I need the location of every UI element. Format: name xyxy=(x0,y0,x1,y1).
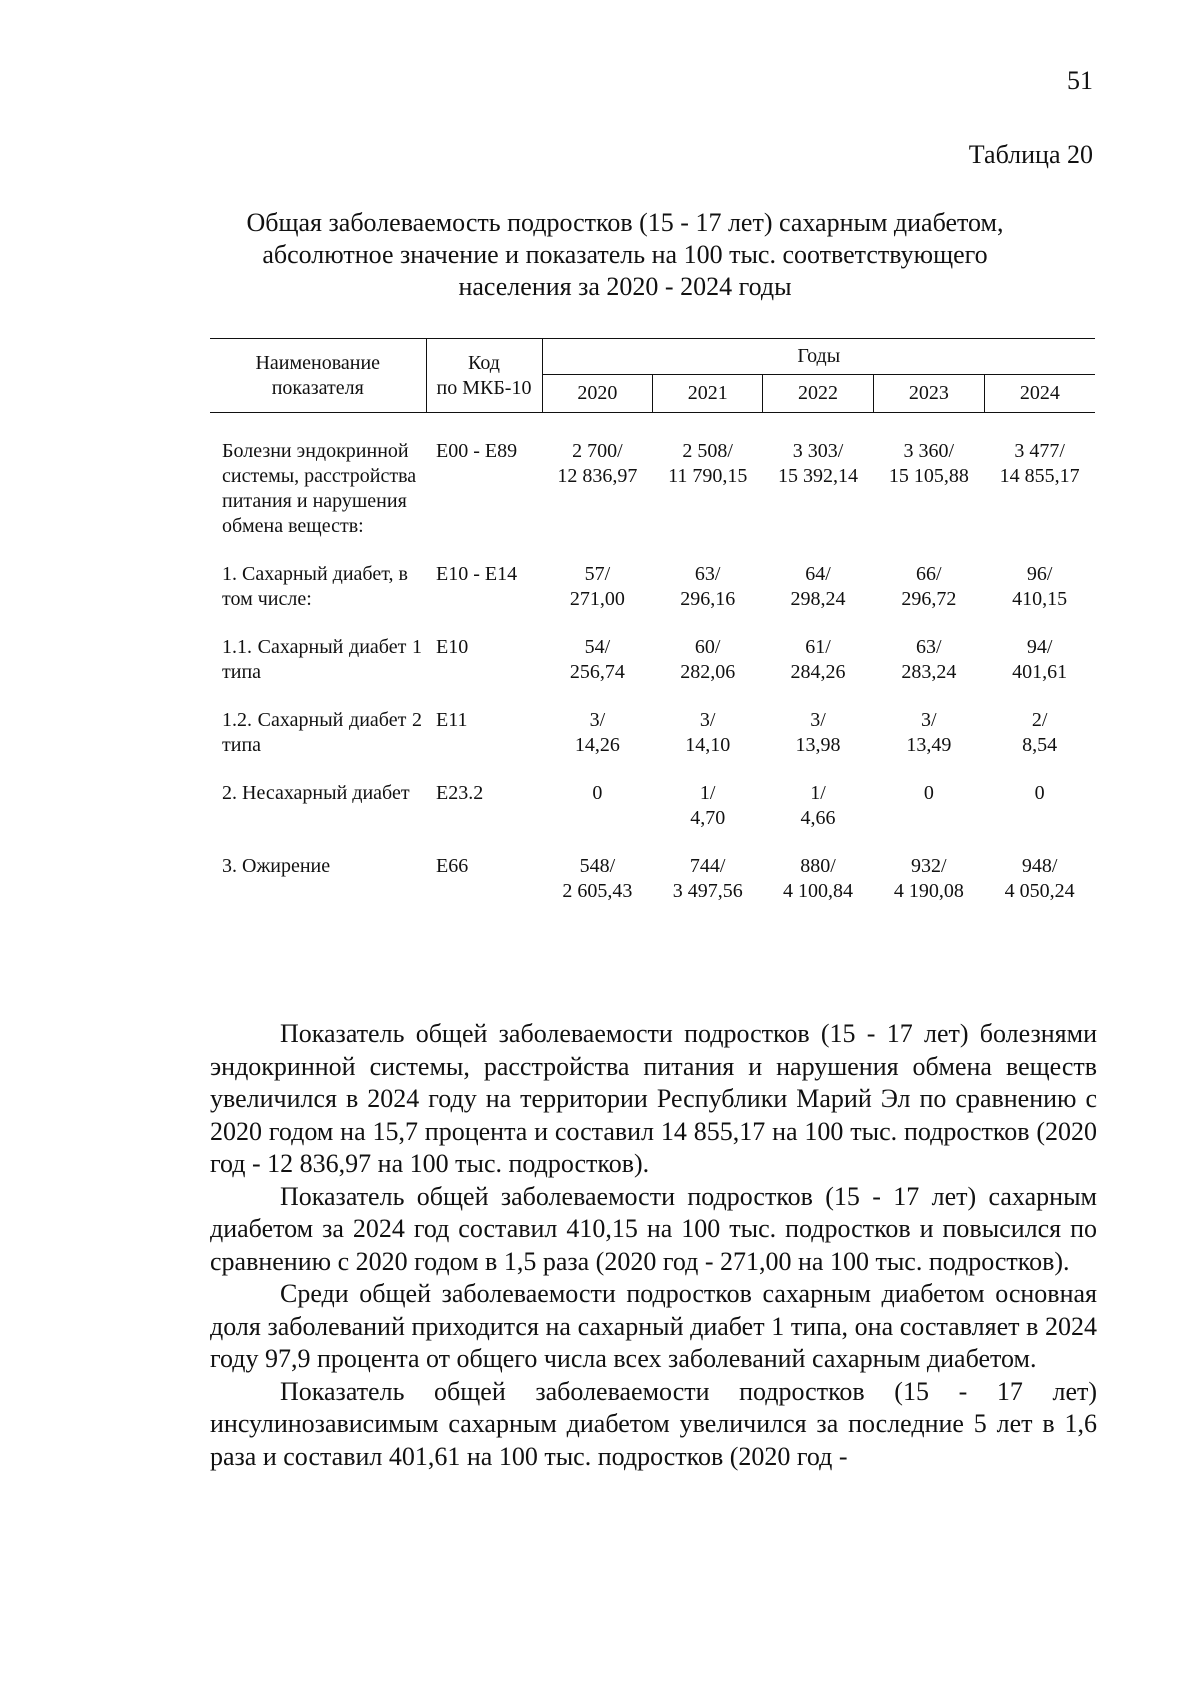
row-value xyxy=(653,781,763,854)
row-name: 1.2. Сахарный диабет 2 типа xyxy=(222,709,422,756)
table-row xyxy=(210,635,1095,708)
paragraph: Показатель общей заболеваемости подростков (15 - 17 лет) болезнями эндокринной системы, расстройства питания и нарушения обмена веществ увеличился в 2024 году на территории Республики Марий Эл по сравнению с 2020 годом на 15,7 процента и составил 14 855,17 на 100 тыс. подростков (2020 год - 12 836,97 на 100 тыс. подростков). xyxy=(210,1019,1097,1178)
absolute-value: 54/ xyxy=(584,636,611,658)
absolute-value: 63/ xyxy=(916,636,942,658)
rate-value: 4,70 xyxy=(690,807,726,829)
header-year: 2021 xyxy=(653,375,763,413)
rate-value: 271,00 xyxy=(569,588,625,610)
row-value xyxy=(873,413,984,563)
absolute-value: 2 508/ xyxy=(682,440,733,462)
row-value xyxy=(653,413,763,563)
paragraph: Показатель общей заболеваемости подростков (15 - 17 лет) инсулинозависимым сахарным диабетом увеличился за последние 5 лет в 1,6 раза и составил 401,61 на 100 тыс. подростков (2020 год - xyxy=(210,1376,1097,1471)
absolute-value: 932/ xyxy=(911,855,947,877)
rate-value: 3 497,56 xyxy=(672,880,743,902)
absolute-value: 744/ xyxy=(689,855,726,877)
rate-value: 14,26 xyxy=(574,734,620,756)
rate-value: 13,98 xyxy=(795,734,841,756)
header-name: Наименование показателя xyxy=(210,339,426,413)
absolute-value: 96/ xyxy=(1026,563,1053,585)
absolute-value: 64/ xyxy=(805,563,831,585)
row-value xyxy=(873,854,984,927)
row-code: Е10 xyxy=(436,636,469,658)
row-value xyxy=(653,562,763,635)
absolute-value: 3/ xyxy=(589,709,606,731)
rate-value: 4 190,08 xyxy=(893,880,964,902)
row-name: Болезни эндокринной системы, расстройства питания и нарушения обмена веществ: xyxy=(222,440,417,537)
table-row xyxy=(210,413,1095,563)
table-row xyxy=(210,562,1095,635)
rate-value: 296,16 xyxy=(680,588,736,610)
table-row xyxy=(210,781,1095,854)
table-row xyxy=(210,854,1095,927)
row-value xyxy=(653,708,763,781)
absolute-value: 3/ xyxy=(699,709,716,731)
rate-value: 284,26 xyxy=(790,661,846,683)
absolute-value: 2/ xyxy=(1031,709,1048,731)
row-value xyxy=(763,635,874,708)
row-code: Е10 - Е14 xyxy=(436,563,518,585)
page-number: 51 xyxy=(1067,66,1093,95)
row-value xyxy=(984,562,1095,635)
absolute-value: 57/ xyxy=(584,563,611,585)
rate-value: 8,54 xyxy=(1022,734,1058,756)
row-value xyxy=(653,635,763,708)
title-line: населения за 2020 - 2024 годы xyxy=(458,272,792,301)
absolute-value: 3 360/ xyxy=(903,440,955,462)
table-row xyxy=(210,708,1095,781)
morbidity-table xyxy=(210,338,1095,927)
row-value xyxy=(542,854,653,927)
row-name: 1.1. Сахарный диабет 1 типа xyxy=(222,636,422,683)
absolute-value: 880/ xyxy=(800,855,836,877)
rate-value: 11 790,15 xyxy=(668,465,748,487)
paragraph: Показатель общей заболеваемости подростков (15 - 17 лет) сахарным диабетом за 2024 год составил 410,15 на 100 тыс. подростков и повысился по сравнению с 2020 годом в 1,5 раза (2020 год - 271,00 на 100 тыс. подростков). xyxy=(210,1181,1097,1276)
rate-value: 410,15 xyxy=(1012,588,1068,610)
header-years: Годы xyxy=(542,339,1095,375)
absolute-value: 61/ xyxy=(805,636,831,658)
rate-value: 14,10 xyxy=(685,734,731,756)
rate-value: 4 100,84 xyxy=(783,880,854,902)
absolute-value: 60/ xyxy=(694,636,721,658)
row-code: Е66 xyxy=(436,855,469,877)
rate-value: 14 855,17 xyxy=(999,465,1080,487)
row-value xyxy=(873,708,984,781)
row-value xyxy=(984,854,1095,927)
row-name: 2. Несахарный диабет xyxy=(222,782,410,804)
absolute-value: 63/ xyxy=(694,563,721,585)
rate-value: 298,24 xyxy=(790,588,846,610)
absolute-value: 3/ xyxy=(921,709,937,731)
table-label: Таблица 20 xyxy=(968,140,1093,169)
absolute-value: 2 700/ xyxy=(572,440,623,462)
row-value xyxy=(763,854,874,927)
row-value xyxy=(542,781,653,854)
header-code: Код по МКБ-10 xyxy=(426,339,542,413)
row-value xyxy=(763,781,874,854)
row-value xyxy=(984,635,1095,708)
row-value xyxy=(763,708,874,781)
row-value xyxy=(542,635,653,708)
header-year: 2023 xyxy=(873,375,984,413)
row-value xyxy=(763,413,874,563)
absolute-value: 1/ xyxy=(699,782,716,804)
absolute-value: 0 xyxy=(923,782,934,804)
absolute-value: 0 xyxy=(592,782,603,804)
table-title xyxy=(200,207,1050,303)
rate-value: 401,61 xyxy=(1012,661,1068,683)
row-value xyxy=(542,708,653,781)
rate-value: 296,72 xyxy=(901,588,957,610)
row-value xyxy=(873,781,984,854)
row-name: 3. Ожирение xyxy=(222,855,331,877)
paragraph: Среди общей заболеваемости подростков сахарным диабетом основная доля заболеваний приходится на сахарный диабет 1 типа, она составляет в 2024 году 97,9 процента от общего числа всех заболеваний сахарным диабетом. xyxy=(210,1279,1097,1373)
row-value xyxy=(542,562,653,635)
row-value xyxy=(984,413,1095,563)
rate-value: 4 050,24 xyxy=(1004,880,1075,902)
row-code: Е23.2 xyxy=(436,782,484,804)
row-value xyxy=(873,635,984,708)
absolute-value: 66/ xyxy=(916,563,942,585)
rate-value: 256,74 xyxy=(569,661,625,683)
header-year: 2024 xyxy=(984,375,1095,413)
title-line: абсолютное значение и показатель на 100 тыс. соответствующего xyxy=(262,240,988,269)
title-line: Общая заболеваемость подростков (15 - 17 лет) сахарным диабетом, xyxy=(246,208,1004,237)
rate-value: 283,24 xyxy=(901,661,957,683)
absolute-value: 1/ xyxy=(810,782,826,804)
rate-value: 12 836,97 xyxy=(557,465,638,487)
row-value xyxy=(984,708,1095,781)
header-year: 2020 xyxy=(542,375,653,413)
rate-value: 13,49 xyxy=(906,734,952,756)
absolute-value: 0 xyxy=(1034,782,1045,804)
absolute-value: 548/ xyxy=(579,855,616,877)
row-value xyxy=(984,781,1095,854)
rate-value: 15 105,88 xyxy=(888,465,969,487)
body-text xyxy=(210,1018,1097,1473)
absolute-value: 3 477/ xyxy=(1014,440,1065,462)
row-value xyxy=(763,562,874,635)
rate-value: 4,66 xyxy=(800,807,836,829)
row-value xyxy=(653,854,763,927)
row-code: Е00 - Е89 xyxy=(436,440,518,462)
rate-value: 15 392,14 xyxy=(778,465,859,487)
rate-value: 282,06 xyxy=(680,661,736,683)
absolute-value: 3/ xyxy=(810,709,826,731)
row-name: 1. Сахарный диабет, в том числе: xyxy=(222,563,408,610)
absolute-value: 948/ xyxy=(1021,855,1058,877)
absolute-value: 3 303/ xyxy=(792,440,844,462)
row-value xyxy=(873,562,984,635)
row-code: Е11 xyxy=(436,709,468,731)
absolute-value: 94/ xyxy=(1026,636,1053,658)
rate-value: 2 605,43 xyxy=(562,880,633,902)
header-year: 2022 xyxy=(763,375,874,413)
row-value xyxy=(542,413,653,563)
